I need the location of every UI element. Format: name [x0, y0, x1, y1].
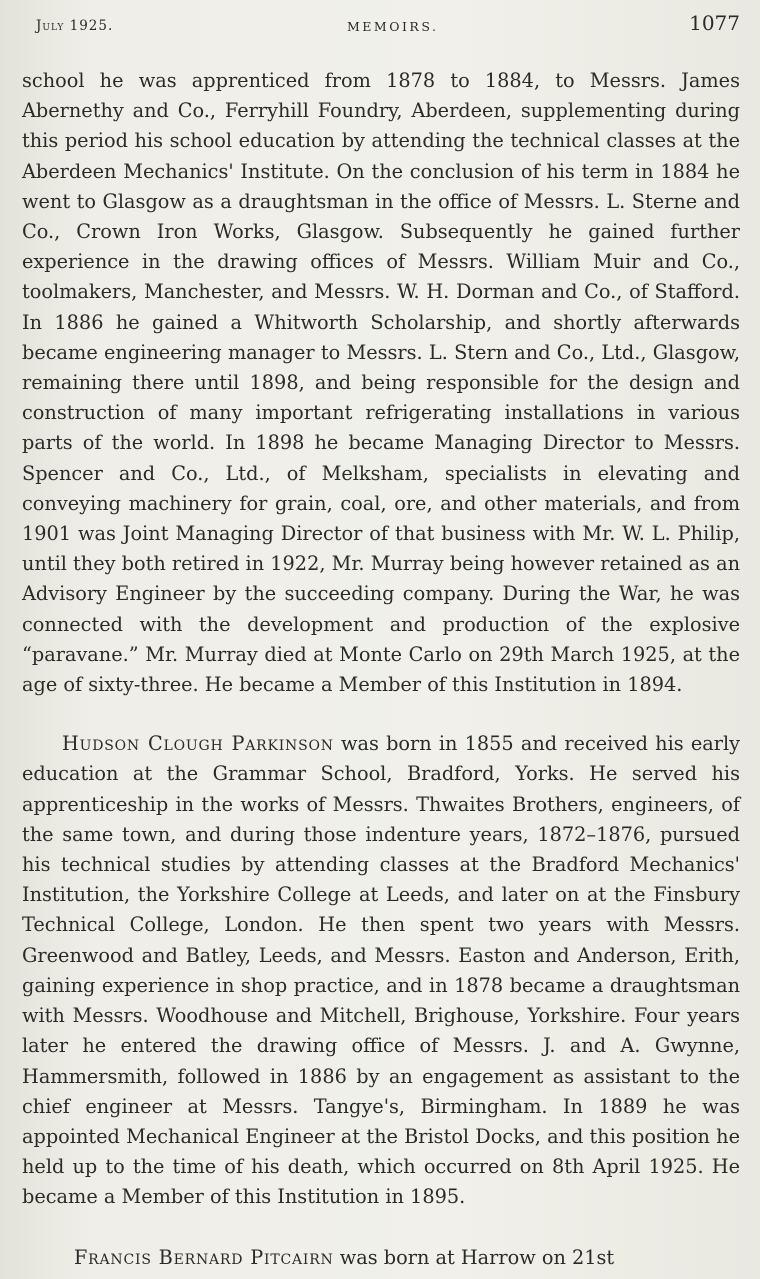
memoir-paragraph-pitcairn — [22, 1243, 740, 1273]
memoir-paragraph-murray — [22, 66, 740, 700]
memoir-paragraph-parkinson — [22, 729, 740, 1212]
memoir-text — [22, 66, 740, 1273]
person-name: Hudson Clough Parkinson — [62, 732, 334, 756]
paragraph-text: was born at Harrow on 21st — [333, 1245, 615, 1269]
paragraph-text: was born in 1855 and received his early education at the Grammar School, Bradford, Yorks. He served his apprenticeship in the works of Messrs. Thwaites Brothers, engineers, of the same town, and during those indenture years, 1872–1876, pursued his technical studies by attending classes at the Bradford Mechanics' Institution, the Yorkshire College at Leeds, and later on at the Finsbury Technical College, London. He then spent two years with Messrs. Greenwood and Batley, Leeds, and Messrs. Easton and Anderson, Erith, gaining experience in shop practice, and in 1878 became a draughtsman with Messrs. Woodhouse and Mitchell, Brighouse, Yorkshire. Four years later he entered the drawing office of Messrs. J. and A. Gwynne, Hammersmith, followed in 1886 by an engagement as assistant to the chief engineer at Messrs. Tangye's, Birmingham. In 1889 he was appointed Mechanical Engineer at the Bristol Docks, and this position he held up to the time of his death, which occurred on 8th April 1925. He became a Member of this Institution in 1895. — [22, 732, 740, 1209]
running-date: July 1925. — [36, 18, 114, 34]
page-number: 1077 — [689, 11, 740, 35]
person-name: Francis Bernard Pitcairn — [74, 1245, 334, 1269]
paragraph-text: school he was apprenticed from 1878 to 1884, to Messrs. James Abernethy and Co., Ferryhill Foundry, Aberdeen, supplementing during this period his school education by attending the technical classes at the Aberdeen Mechanics' Institute. On the conclusion of his term in 1884 he went to Glasgow as a draughtsman in the office of Messrs. L. Sterne and Co., Crown Iron Works, Glasgow. Subsequently he gained further experience in the drawing offices of Messrs. William Muir and Co., toolmakers, Manchester, and Messrs. W. H. Dorman and Co., of Stafford. In 1886 he gained a Whitworth Scholarship, and shortly afterwards became engineering manager to Messrs. L. Stern and Co., Ltd., Glasgow, remaining there until 1898, and being responsible for the design and construction of many important refrigerating installations in various parts of the world. In 1898 he became Managing Director to Messrs. Spencer and Co., Ltd., of Melksham, specialists in elevating and conveying machinery for grain, coal, ore, and other materials, and from 1901 was Joint Managing Director of that business with Mr. W. L. Philip, until they both retired in 1922, Mr. Murray being however retained as an Advisory Engineer by the succeeding company. During the War, he was connected with the development and production of the explosive “paravane.” Mr. Murray died at Monte Carlo on 29th March 1925, at the age of sixty-three. He became a Member of this Institution in 1894. — [22, 69, 740, 697]
running-title: MEMOIRS. — [347, 19, 439, 34]
running-header — [22, 0, 740, 40]
